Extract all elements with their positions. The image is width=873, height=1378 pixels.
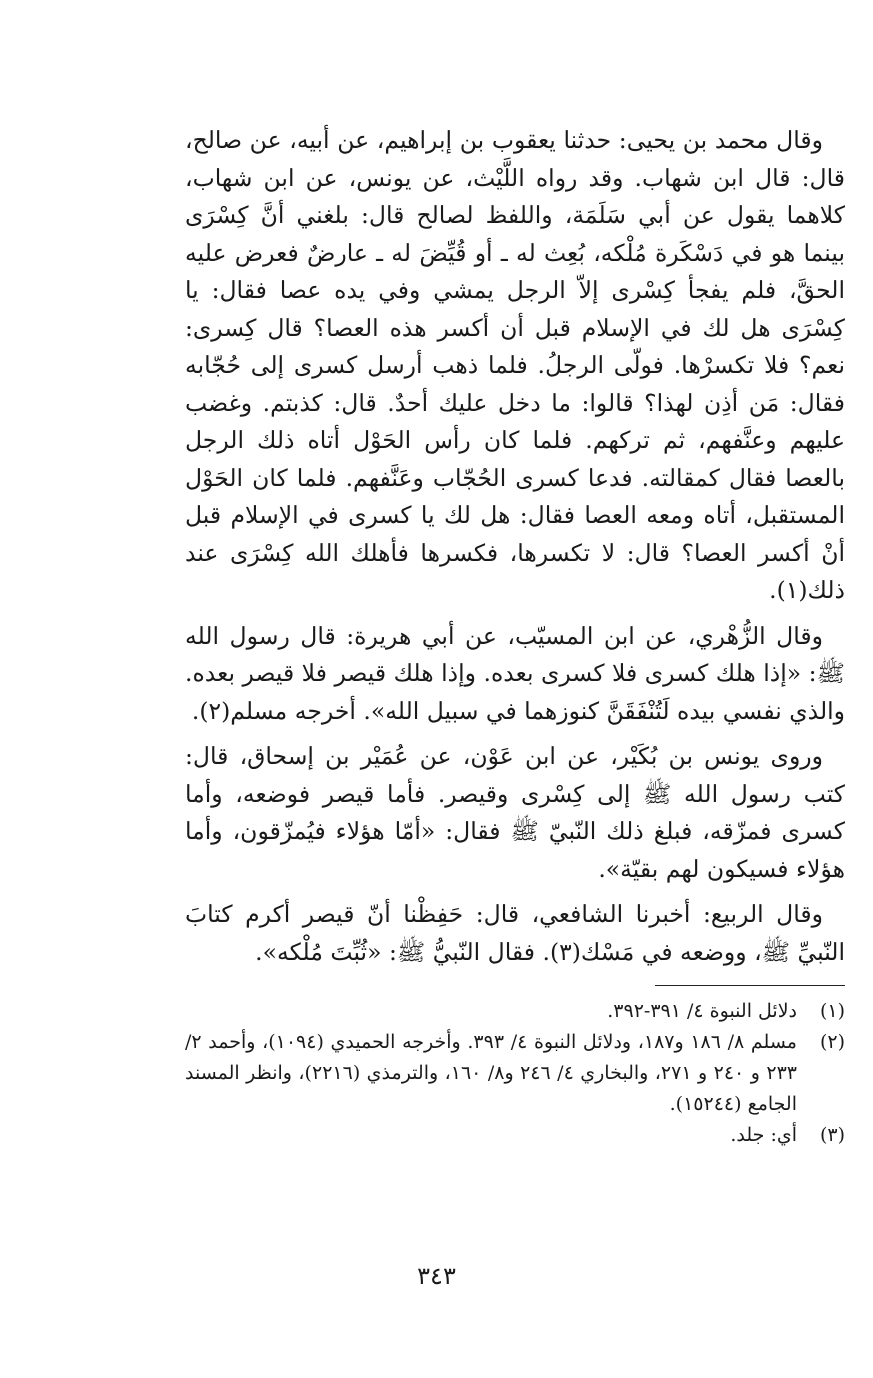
footnote-1 — [185, 996, 845, 1027]
footnote-number: (٢) — [819, 1031, 845, 1053]
footnote-divider — [655, 985, 845, 986]
footnote-text: دلائل النبوة ٤/ ٣٩١-٣٩٢. — [607, 1000, 797, 1022]
footnote-number: (١) — [819, 1000, 845, 1022]
body-text — [185, 122, 845, 971]
paragraph-3: وروى يونس بن بُكَيْر، عن ابن عَوْن، عن عُمَيْر بن إسحاق، قال: كتب رسول الله ﷺ إلى كِسْرى وقيصر. فأما قيصر فوضعه، وأما كسرى فمزّقه، فبلغ ذلك النّبيّ ﷺ فقال: «أمّا هؤلاء فيُمزّقون، وأما هؤلاء فسيكون لهم بقيّة». — [185, 742, 845, 883]
footnote-text: مسلم ٨/ ١٨٦ و١٨٧، ودلائل النبوة ٤/ ٣٩٣. وأخرجه الحميدي (١٠٩٤)، وأحمد ٢/ ٢٣٣ و ٢٤٠ و ٢٧١، والبخاري ٤/ ٢٤٦ و٨/ ١٦٠، والترمذي (٢٢١٦)، وانظر المسند الجامع (١٥٢٤٤). — [185, 1031, 797, 1115]
page-content — [185, 122, 845, 1151]
paragraph-2: وقال الزُّهْري، عن ابن المسيّب، عن أبي هريرة: قال رسول الله ﷺ: «إذا هلك كسرى فلا كسرى بعده. وإذا هلك قيصر فلا قيصر بعده. والذي نفسي بيده لَتُنْفَقَنَّ كنوزهما في سبيل الله». أخرجه مسلم(٢). — [185, 621, 845, 725]
paragraph-4: وقال الربيع: أخبرنا الشافعي، قال: حَفِظْنا أنّ قيصر أكرم كتابَ النّبيِّ ﷺ، ووضعه في مَسْك(٣). فقال النّبيُّ ﷺ: «ثُبِّتَ مُلْكه». — [185, 900, 845, 966]
page-number: ٣٤٣ — [417, 1262, 456, 1290]
footnote-text: أي: جلد. — [730, 1124, 797, 1146]
footnote-3 — [185, 1120, 845, 1151]
footnote-number: (٣) — [819, 1124, 845, 1146]
footnotes — [185, 996, 845, 1151]
footnote-2 — [185, 1027, 845, 1120]
paragraph-1: وقال محمد بن يحيى: حدثنا يعقوب بن إبراهيم، عن أبيه، عن صالح، قال: قال ابن شهاب. وقد رواه اللَّيْث، عن يونس، عن ابن شهاب، كلاهما يقول عن أبي سَلَمَة، واللفظ لصالح قال: بلغني أنَّ كِسْرَى بينما هو في دَسْكَرة مُلْكه، بُعِث له ـ أو قُيِّضَ له ـ عارضٌ فعرض عليه الحقَّ، فلم يفجأ كِسْرى إلاّ الرجل يمشي وفي يده عصا فقال: يا كِسْرَى هل لك في الإسلام قبل أن أكسر هذه العصا؟ قال كِسرى: نعم؟ فلا تكسرْها. فولّى الرجلُ. فلما ذهب أرسل كسرى إلى حُجّابه فقال: مَن أذِن لهذا؟ قالوا: ما دخل عليك أحدٌ. قال: كذبتم. وغضب عليهم وعنَّفهم، ثم تركهم. فلما كان رأس الحَوْل أتاه ذلك الرجل بالعصا فقال كمقالته. فدعا كسرى الحُجّاب وعَنَّفهم. فلما كان الحَوْل المستقبل، أتاه ومعه العصا فقال: هل لك يا كسرى في الإسلام قبل أنْ أكسر العصا؟ قال: لا تكسرها، فكسرها فأهلك الله كِسْرَى عند ذلك(١). — [185, 126, 845, 604]
